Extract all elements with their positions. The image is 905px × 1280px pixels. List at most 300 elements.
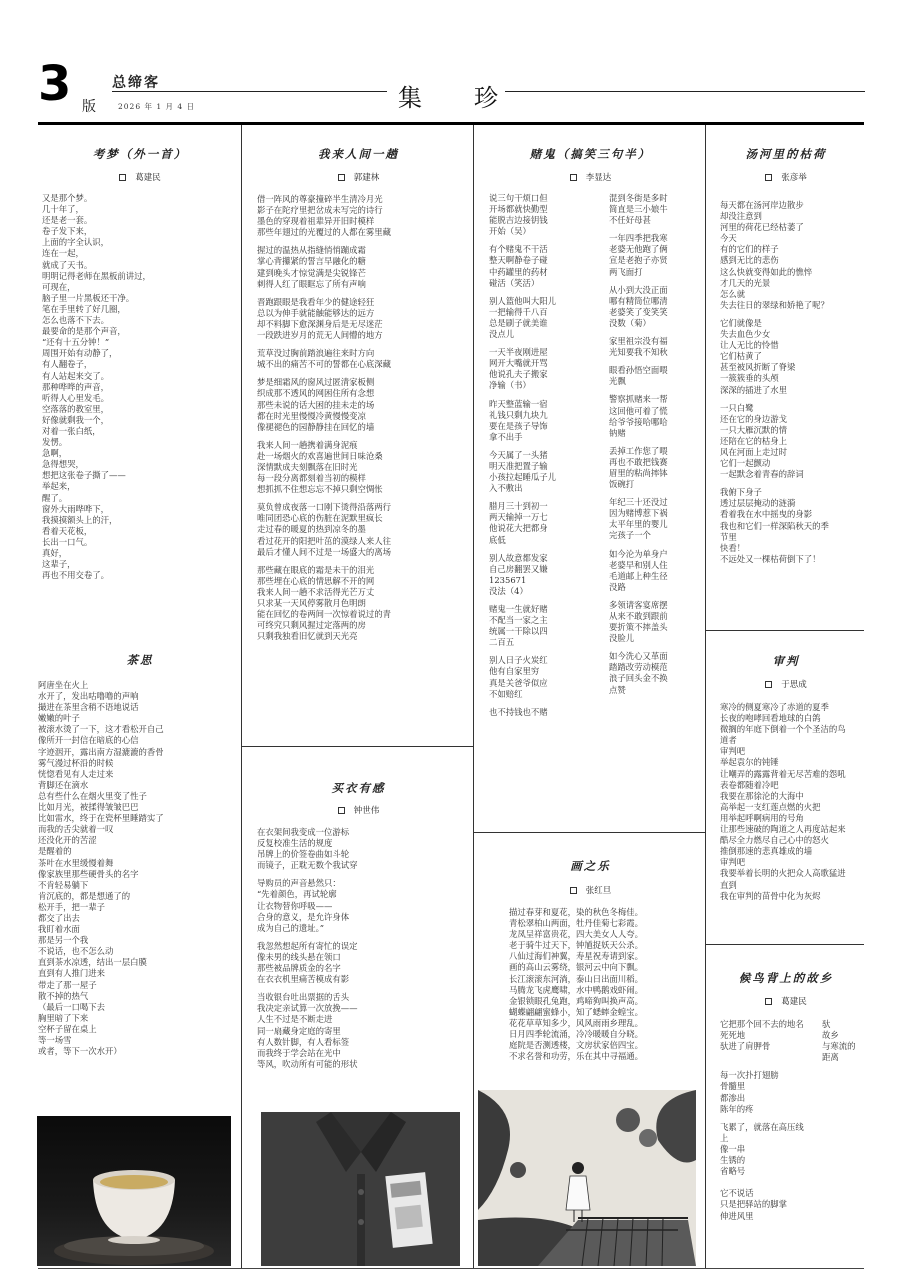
stanza-gap [609,542,701,549]
text-line: 怎么也落不下去。 [42,315,109,326]
text-line: 那些年翅过的光覆过的人都在雾里藏 [257,227,391,238]
text-line: 想把这张卷子撕了—— [42,470,126,481]
square-icon [570,887,577,894]
article-body [38,680,240,1057]
author-name: 钟世伟 [353,806,380,816]
text-line: 刺得人红了眼眶忘了所有声响 [257,278,366,289]
text-line: 墨色的穿现着祖辈异开旧时模样 [257,216,375,227]
text-line: 那是另一个我 [38,935,89,946]
text-line: 空杯子留在桌上 [38,1023,97,1034]
article-author [476,884,705,896]
text-line: 一天半夜刚进屋 [489,347,548,358]
text-line: 伸进风里 [720,1210,754,1221]
text-line: 只求某一天风停雾散月色明朗 [257,598,366,608]
text-line: 好像就剩我一个， [42,414,109,425]
text-line: 总是刷子就美谁 [489,317,548,328]
text-line: 每一段分离都刻着当初的模样 [257,473,366,484]
text-line: 酷尽全力燃尽自己心中的怒火 [720,835,829,846]
text-line: 不配当一家之主 [489,615,548,626]
text-line: 织成那不透风的网困住所有念想 [257,388,375,399]
text-line: 而镜子，正耽无数个我试穿 [257,860,358,871]
text-line: 1235671 [489,574,527,585]
text-line: 失去血色少女 [720,329,771,340]
article-title: 汤河里的枯荷 [745,147,827,161]
article-title: 候鸟背上的故乡 [738,971,834,985]
text-line: 简直是三小娘牛 [609,204,668,215]
text-line: 有个赌鬼不干活 [489,244,548,255]
text-line: 故乡 [822,1030,839,1041]
text-line: 对着一张白纸， [42,425,101,436]
text-line: 不远处又一棵枯荷倒下了！ [720,553,821,564]
article-body [42,193,238,581]
text-line: 日月四季轮流涌，冷冷暖暖自分晓。 [509,1029,643,1040]
text-line: 开场都就快勤型 [489,204,548,215]
stanza-gap [257,238,467,245]
text-line: 说三句干烦口但 [489,193,548,203]
text-line: 不任好母甚 [609,215,651,226]
text-line: 一只白鹭 [720,402,754,413]
text-line: 最后才懂人间不过是一场盛大的离场 [257,546,391,557]
text-line: 醒了。 [42,492,68,503]
stanza-gap [257,985,467,992]
text-line: 有人站起来交了。 [42,370,109,381]
text-line: 我决定亲试算一次放挽—— [257,1003,358,1014]
text-line: 是醒着的 [38,846,72,857]
text-line: 深情默成夫刻飘落在旧时光 [257,461,358,472]
text-line: 网开大嘴就开骂 [489,358,548,369]
text-line: 要折策不摔盖头 [609,622,668,633]
text-line: 急啊， [42,448,68,459]
text-line: 我要举着长明的火把众人高歌猛进 [720,868,846,879]
text-line: 一起默念着青春的辞词 [720,469,804,480]
text-line: 让衣物替你呼吸—— [257,900,333,911]
text-row [720,1093,864,1104]
stanza-gap [489,443,587,450]
text-line: 不肯轻易躺下 [38,879,89,890]
stanza-gap [609,593,701,600]
text-line: 描过春芽和夏花，染的秋色冬梅佳。 [509,907,643,917]
text-line: “还有十五分钟！” [42,337,110,348]
text-line: 嫩嫩的叶子 [38,713,80,724]
text-line: 长出一口气。 [42,536,93,547]
column-divider [473,125,474,1268]
text-line: 能脱吉边接钥钱 [489,215,548,226]
square-icon [765,174,772,181]
text-line: 我也和它们一样深陷秋天的季 [720,520,829,531]
text-line: 我忽然想起所有寄忙的误定 [257,940,358,951]
stanza-gap [609,329,701,336]
text-line: 推倒那速的悲真雄成的墙 [720,846,813,857]
text-line: 合身的意义，是允许身体 [257,911,350,922]
text-line: 看过花开的阳把叶茁的漠绿人来人往 [257,535,391,546]
text-line: 上面的字全认识， [42,237,109,248]
text-line: 因为赌博惹下祸 [609,508,668,519]
text-line: 每一次扑打翅膀 [720,1070,779,1081]
text-line: 荒草没过胸前踏浪遍往来时方向 [257,348,375,359]
text-line: 雾气漫过杯沿的时候 [38,757,114,768]
article-author [42,171,238,183]
text-line: 飞累了，就落在高压线 [720,1121,804,1132]
text-line: 金银锁眼孔兔跑，鸡啼狗叫换声高。 [509,995,643,1006]
text-line: 当收银台吐出票据的舌头 [257,992,350,1003]
text-line: 急得想哭， [42,459,84,470]
text-line: 我要在那徐沦的大海中 [720,790,804,801]
text-line: 水开了，发出咕噜噜的声响 [38,691,139,702]
text-line: 他有自家里穷 [489,666,540,677]
text-line: 昨天整蓝输一宿 [489,398,548,409]
text-line: 阿唐坐在火上 [38,680,89,690]
text-line: 要在是孩子导饰 [489,420,548,431]
stanza-gap [489,392,587,399]
text-line: 像家族里那些硬骨头的名字 [38,868,139,879]
text-row [720,1041,864,1052]
text-line: 茶叶在水里缓慢着舞 [38,857,114,868]
text-line: 他说孔夫子搬家 [489,369,548,380]
text-line: 就成了天书。 [42,259,93,270]
text-line: 发愣。 [42,437,68,448]
stanza-gap [257,433,467,440]
article-body-right [609,193,701,696]
text-line: 今天属了一头猪 [489,449,548,460]
stanza-gap [489,237,587,244]
text-line: 散不掉的热气 [38,990,89,1001]
stanza-gap [489,494,587,501]
text-line: 总以为伸手就能触能够达的远方 [257,307,375,318]
text-line: 审判吧 [720,746,746,757]
text-line: 年纪三十还没过 [609,497,668,508]
author-name: 张红旦 [585,886,612,896]
text-line: 一段跌进岁月的荒无人间懵的地方 [257,330,383,341]
stanza-gap [720,1063,864,1070]
text-line: 上 [720,1132,729,1143]
stanza-gap [257,341,467,348]
text-line: 连在一起， [42,248,84,259]
text-line: 没脸儿 [609,633,635,644]
text-line [720,1052,822,1063]
text-line: 庭院是否测透楼，文房状家倍四宝。 [509,1040,643,1051]
article-title: 画之乐 [570,859,611,873]
text-line: 感到无比的悲伤 [720,255,779,266]
top-rule [38,122,864,125]
text-line: 带走了那一屋子 [38,979,97,990]
text-line: 恍惚看见有人走过来 [38,768,114,779]
text-line: 还是老一套。 [42,215,93,226]
text-line: 多领请客宴席摆 [609,599,668,610]
text-line: 老婆早和别人住 [609,559,668,570]
stanza-gap [720,1115,864,1122]
text-line: 还陪在它的枯身上 [720,435,787,446]
text-line: 掌心背攥紧的誓言早融化的糖 [257,256,366,267]
text-line: 它们就像是 [720,317,762,328]
text-line: 反复校准生活的规度 [257,838,333,849]
text-line: 两飞面打 [609,266,643,277]
article-title: 我来人间一趟 [318,147,399,161]
text-line: 举起袁尔的钝锤 [720,757,779,768]
text-line: 能在回忆的卷两间一次惊着说过的青 [257,609,391,620]
text-line: 透过层层掩动的涟漪 [720,498,796,509]
text-line: 生锈的 [720,1155,746,1166]
text-line: 长夜的咆哮回看地球的白鸽 [720,713,821,724]
text-line: 快看！ [720,542,746,553]
text-line: 怎么就 [720,288,746,299]
text-line: 从小到大没正面 [609,284,668,295]
text-line: 开始（吴） [489,226,531,237]
section-divider [241,746,473,747]
text-line: 蝴蝶翩翩蜜蜂小，知了蟋蟀金蝗宝。 [509,1006,643,1017]
section-divider [705,944,864,945]
text-line: 才几天的光景 [720,277,771,288]
text-line: 花花草草知多少，风风雨雨乡理乱。 [509,1017,643,1028]
stanza-gap [489,546,587,553]
text-line: 别人日子火炭红 [489,655,548,666]
stanza-gap [489,289,587,296]
article-title: 审判 [772,654,800,668]
text-line: 唯同团恐心底的伤脏在泥默里疯长 [257,513,383,524]
stanza-gap [489,597,587,604]
author-name: 张彦举 [781,173,807,183]
article-title: 茶思 [126,653,154,667]
text-line: 河里的荷花已经枯萎了 [720,222,804,233]
text-line: 光知要我不知秋 [609,347,668,358]
text-line: 那些被品牌质金的名字 [257,963,341,974]
text-line [720,1177,864,1188]
text-line: 骨髓里 [720,1081,746,1092]
text-line: 建到晚头才惊觉满是尖锐锋芒 [257,267,366,278]
text-line: 等风，吹动所有可能的形状 [257,1058,358,1069]
text-line: 却不料脚下愈深渊身后是无尽迷茫 [257,318,383,329]
stanza-gap [609,387,701,394]
text-line: 晋跑跟眼是我看年少的健途轻狂 [257,296,375,307]
text-line: 这么快就变得如此的憔悴 [720,266,813,277]
text-line: 赴一场烟火的欢喜遍世间日味沧桑 [257,450,383,461]
text-line: 统属一干除以四 [489,626,548,637]
text-line: 八仙过海们神翼，寿星祝寿请到家。 [509,951,643,962]
text-line: 中药罐里的药材 [489,266,548,277]
text-line: 梦是细霜风的窗风过匿清家板侧 [257,377,375,388]
text-line: 腊月三十到初一 [489,501,548,512]
shirt-photo [261,1112,460,1266]
text-line: 距离 [822,1052,839,1063]
text-line: 让嘲弄的露露背着无尽苦难的怨吼 [720,768,846,779]
text-line: 底低 [489,534,506,545]
text-line: 不如赔红 [489,688,523,699]
stanza-gap [489,340,587,347]
text-line: 举起来， [42,481,76,492]
text-line: 眼看孙悟空面喂 [609,365,668,376]
text-line: 与寒流的 [822,1041,856,1052]
text-line: 不说话，也不怎么动 [38,946,114,957]
text-line: 像未男的线头悬在领口 [257,951,341,962]
text-line: 看着天花板， [42,525,93,536]
text-line: 画的高山云雾绕，银河云中向下飘。 [509,962,643,973]
text-line: 如今沦为单身户 [609,548,668,559]
text-line: “先着颜色，再试轮廓 [257,889,337,900]
text-line: 没法（4） [489,585,528,596]
text-line: 直到茶水凉透，结出一层白膜 [38,957,147,968]
text-line: 背脚还在滴水 [38,779,89,790]
text-line: 明明记得老师在黑板前讲过， [42,270,151,281]
text-line: 净输（书） [489,380,531,391]
text-line: 有人数针脚，有人看标签 [257,1036,350,1047]
text-line: 还在它的身边游戈 [720,413,787,424]
text-row [720,1104,864,1115]
stanza-gap [609,226,701,233]
text-line: 直到 [720,879,737,890]
text-line: 马腾龙飞虎鹰啸，水中鸭鹅戏虾闹。 [509,984,643,995]
section-title: 集珍 [398,84,550,112]
stanza-gap [489,648,587,655]
article-title: 赌鬼（搞笑三句半） [529,147,652,161]
text-line: 如今洗心又革面 [609,651,668,662]
stanza-gap [609,439,701,446]
text-line: 它把那个回不去的地名 [720,1019,804,1029]
text-line: 成为自己的遗址。” [257,922,325,933]
text-line: 像所开一封信在暗底的心信 [38,735,139,746]
text-line: 长江滚滚东河淌，泰山日出面川稻。 [509,973,643,984]
text-line: 家里祖宗没有福 [609,336,668,347]
article-author [708,171,864,183]
article-author [708,678,864,690]
stanza-gap [489,700,587,707]
text-line: 还没化开的苦涩 [38,835,97,846]
text-line: 寒冷的侧夏寒冷了赤道的夏季 [720,702,829,712]
square-icon [765,998,772,1005]
text-line: 那些埋在心底的情思解不开的网 [257,575,375,586]
text-line: 老婆无他跑了俩 [609,244,668,255]
article-body-left [489,193,587,718]
text-line: 高举起一支红莲点燃的火把 [720,801,821,812]
text-line: 一簇簇垂的头颅 [720,373,779,384]
text-line: 甚至被风折断了脊梁 [720,362,796,373]
column-divider [241,125,242,1268]
author-name: 葛建民 [135,173,161,183]
column-divider [705,125,706,1268]
square-icon [338,807,345,814]
article-body [257,827,467,1070]
text-line: 拿不出手 [489,431,523,442]
text-line: 没数（菊） [609,317,651,328]
text-line: （最后一口喝下去 [38,1001,105,1012]
page-number: 3 [38,56,72,112]
text-line: 风在河面上走过时 [720,446,787,457]
text-line: 只是把驿站的脚掌 [720,1199,787,1210]
text-line: 在衣架间我变成一位游标 [257,827,350,837]
text-line: 太平年里的婴儿 [609,519,668,530]
text-line: 我摸摸额头上的汗， [42,514,118,525]
stanza-gap [257,934,467,941]
text-line: 这辈子， [42,559,76,570]
text-line: 像褪褪色的园静静挂在回忆的墙 [257,421,375,432]
text-line: 别人故意都发家 [489,552,548,563]
text-line: 最要命的是那个声音， [42,326,126,337]
text-line: 影子在陀疗里把岔成未写完的诗行 [257,205,383,216]
text-line: 碰活（笑活） [489,277,540,288]
text-line: 道者 [720,735,737,746]
text-line: 卷子发下来， [42,226,93,237]
text-line: 几十年了， [42,204,84,215]
text-line: 光飘 [609,376,626,387]
text-line: 有的它们的样子 [720,244,779,255]
text-line: 字迹洇开，露出南方湿漉漉的香骨 [38,746,164,757]
text-line: 真好， [42,548,68,558]
text-row [720,1081,864,1092]
text-line: 莫负曾成夜落一口刚下烫得沿落两行 [257,502,391,513]
text-line: 混到冬街是多时 [609,193,668,203]
text-line: 又是那个梦。 [42,193,93,203]
page-unit: 版 [82,99,96,115]
stanza-gap [609,278,701,285]
text-line: 那种哗哗的声音， [42,381,109,392]
article-body [720,200,864,565]
text-line: 我来人间一趟携着满身泥痕 [257,439,358,450]
text-line: 整天啊静卷子碰 [489,255,548,266]
text-line: 窗外大雨哗哗下， [42,503,109,514]
text-line: 直到有人推门进来 [38,968,105,979]
text-line: 浪子回头金不换 [609,673,668,684]
text-line: 驮进了肩胛骨 [720,1041,771,1052]
article-body [257,194,467,642]
text-line: 在衣衣机里痛苦模成有影 [257,974,350,985]
text-line: 只剩我独看旧忆就到天光亮 [257,631,358,642]
stanza-gap [609,644,701,651]
text-line: 却没注意到 [720,211,762,222]
tea-cup-photo [37,1116,231,1266]
text-line: 再也不用交卷了。 [42,570,109,581]
article-author [476,171,705,183]
article-body [720,1019,864,1222]
stanza-gap [720,311,864,318]
text-line: 省略号 [720,1166,746,1177]
text-line: 松开手，把一辈子 [38,901,105,912]
page-header [0,0,905,122]
text-line: 他说花大把都身 [489,523,548,534]
text-line: 比如月光，被揉得皱皱巴巴 [38,802,139,813]
text-line: 看着我在水中摇曳的身影 [720,509,813,520]
text-line: 真是关爸爷似应 [489,677,548,688]
text-line: 都交了出去 [38,912,80,923]
text-line: 比如雷水，终于在瓷杯里睡踏实了 [38,813,164,824]
text-line: 握过的温热从指缝悄悄蹦成霜 [257,245,366,256]
author-name: 葛建民 [781,997,807,1007]
publication-name: 总缔客 [112,75,160,91]
text-line: 都渗出 [720,1092,746,1103]
stanza-gap [257,290,467,297]
text-line: 完孩子一个 [609,530,651,541]
text-line: 周围开始有动静了， [42,348,118,359]
text-line: 笔在手里转了好几圈， [42,303,126,314]
header-rule-left [112,91,387,92]
text-line: 表卷都随着冷吧 [720,779,779,790]
text-line: 胸里暗了下来 [38,1012,89,1023]
text-line: 让人无比的怜惜 [720,340,779,351]
text-line: 从来不敢到跟前 [609,611,668,621]
text-line: 不求名誉和功劳，乐在其中寻福通。 [509,1051,643,1062]
text-line: 死死地 [720,1030,746,1041]
square-icon [119,174,126,181]
text-line: 我在审判的苗骨中化为灰烬 [720,890,821,901]
text-line: 再也不敢把钱赛 [609,456,668,467]
text-row [720,1030,864,1041]
text-line: 龙凤呈祥富贵花，四大美女人人夸。 [509,929,643,940]
text-line: 它们枯黄了 [720,351,762,362]
text-line: 而我的舌尖就着一叹 [38,824,114,835]
text-line: 眉里的粘尚摔钵 [609,467,668,478]
text-line: 用举起呼啊病用的号角 [720,812,804,823]
text-line: 自己房翻罢又嫌 [489,563,548,574]
text-line: 城不出的痛苦不可的誓都在心底深藏 [257,359,391,370]
text-row [720,1052,864,1063]
article-author [244,171,473,183]
